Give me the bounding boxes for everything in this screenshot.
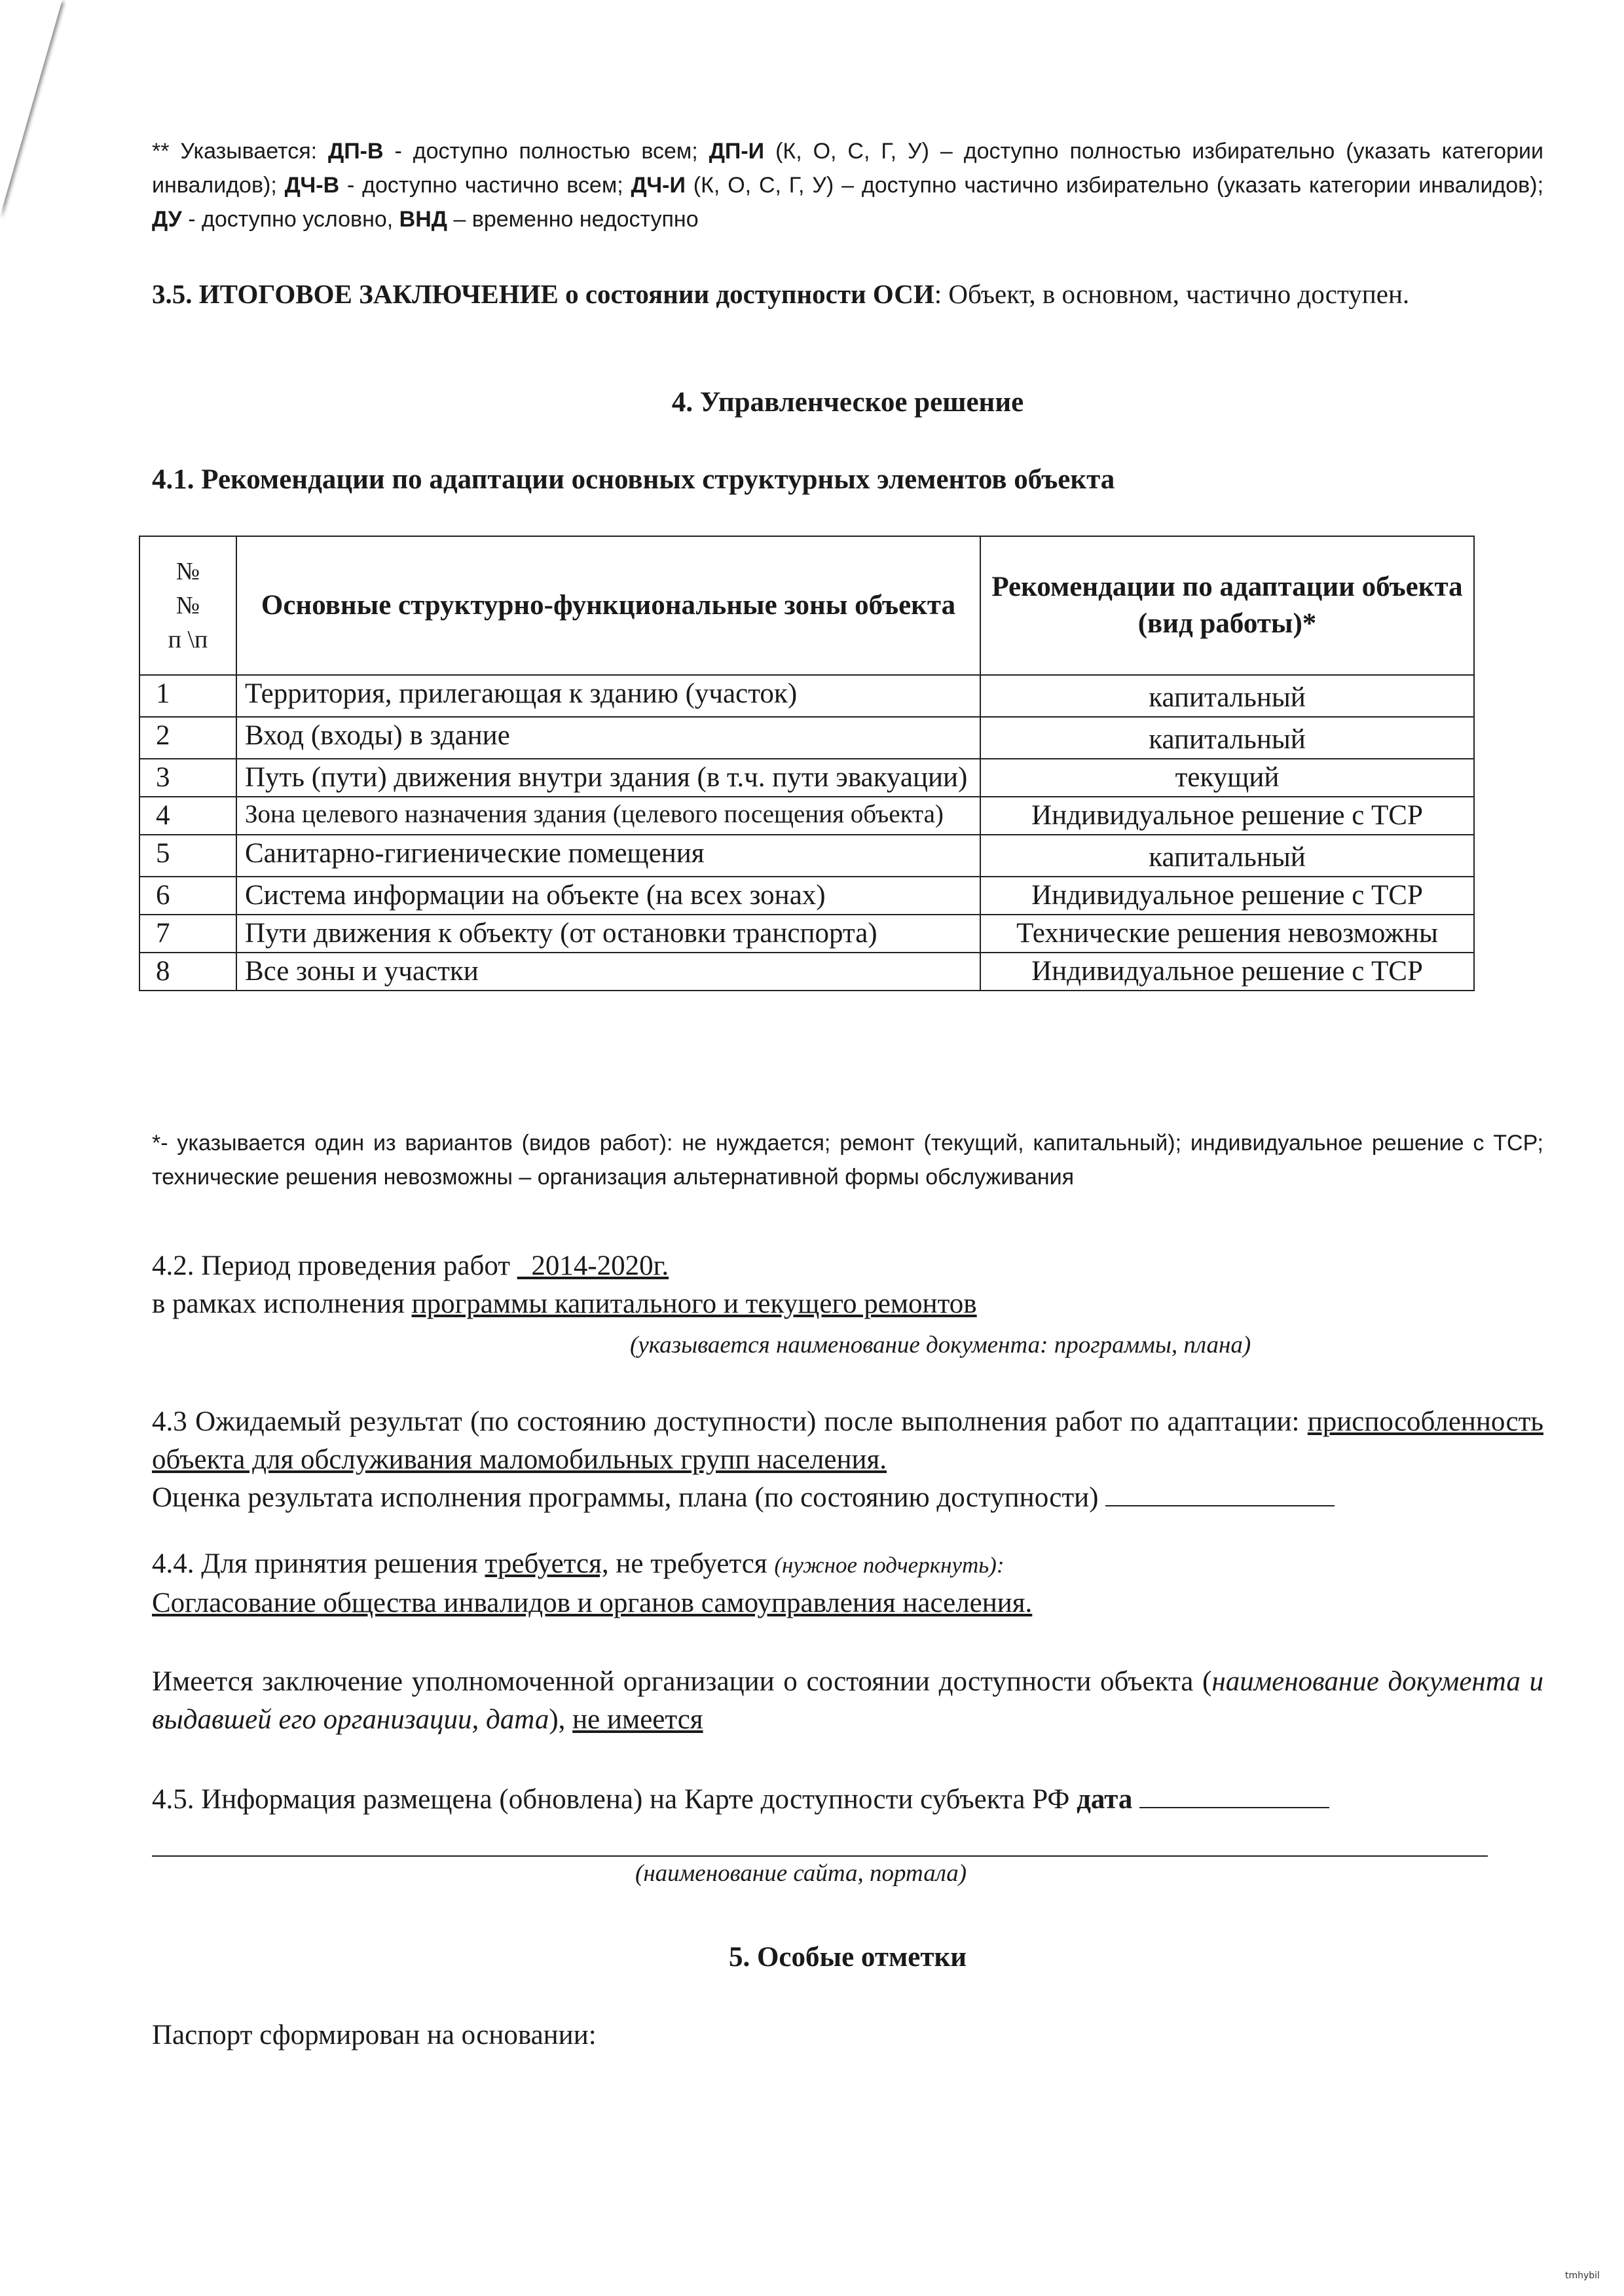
zone-cell: Вход (входы) в здание bbox=[236, 717, 980, 759]
recommendation-cell: капитальный bbox=[980, 675, 1474, 717]
recommendation-cell: Индивидуальное решение с ТСР bbox=[980, 953, 1474, 991]
date-blank bbox=[1139, 1807, 1329, 1808]
row-number: 6 bbox=[139, 877, 236, 915]
row-number: 4 bbox=[139, 797, 236, 835]
table-row bbox=[139, 759, 1474, 797]
table-row bbox=[139, 877, 1474, 915]
required-option: требуется, bbox=[485, 1548, 609, 1579]
authority-conclusion: Имеется заключение уполномоченной организации о состоянии доступности объекта (наименование документа и выдавшей его организации, дата), не имеется bbox=[152, 1666, 1543, 1735]
recommendation-cell: Индивидуальное решение с ТСР bbox=[980, 797, 1474, 835]
row-number: 1 bbox=[139, 675, 236, 717]
table-footnote: *- указывается один из вариантов (видов работ): не нуждается; ремонт (текущий, капитальный); индивидуальное решение с ТСР; технические решения невозможны – организация альтернативной формы обслуживания bbox=[152, 1131, 1543, 1190]
recommendations-table bbox=[139, 536, 1475, 991]
program-caption: (указывается наименование документа: программы, плана) bbox=[630, 1332, 1251, 1358]
passport-basis: Паспорт сформирован на основании: bbox=[152, 2020, 597, 2050]
row-number: 5 bbox=[139, 835, 236, 877]
zone-cell: Зона целевого назначения здания (целевого посещения объекта) bbox=[236, 797, 980, 835]
recommendation-cell: Технические решения невозможны bbox=[980, 915, 1474, 953]
zone-cell: Система информации на объекте (на всех зонах) bbox=[236, 877, 980, 915]
row-number: 3 bbox=[139, 759, 236, 797]
header-zones: Основные структурно-функциональные зоны объекта bbox=[236, 536, 980, 675]
zone-cell: Территория, прилегающая к зданию (участок) bbox=[236, 675, 980, 717]
accessibility-legend: ** Указывается: ДП-В - доступно полностью всем; ДП-И (К, О, С, Г, У) – доступно полностью избирательно (указать категории инвалидов); ДЧ-В - доступно частично всем; ДЧ-И (К, О, С, Г, У) – доступно частично избирательно (указать категории инвалидов); ДУ - доступно условно, ВНД – временно недоступно bbox=[152, 139, 1544, 232]
program-name-value: программы капитального и текущего ремонтов bbox=[411, 1288, 977, 1319]
section-4-1-title: 4.1. Рекомендации по адаптации основных структурных элементов объекта bbox=[152, 464, 1115, 495]
header-recommendations: Рекомендации по адаптации объекта (вид работы)* bbox=[980, 536, 1474, 675]
section-4-4: 4.4. Для принятия решения требуется, не требуется (нужное подчеркнуть): Согласование общества инвалидов и органов самоуправления населения. bbox=[152, 1545, 1543, 1622]
page-fold-corner bbox=[0, 0, 62, 216]
recommendation-cell: текущий bbox=[980, 759, 1474, 797]
work-period-value: _2014-2020г. bbox=[517, 1250, 669, 1281]
zone-cell: Санитарно-гигиенические помещения bbox=[236, 835, 980, 877]
table-row bbox=[139, 675, 1474, 717]
evaluation-blank bbox=[1105, 1505, 1335, 1506]
zone-cell: Путь (пути) движения внутри здания (в т.ч. пути эвакуации) bbox=[236, 759, 980, 797]
section-4-title: 4. Управленческое решение bbox=[671, 387, 1024, 418]
table-row bbox=[139, 915, 1474, 953]
section-4-2: 4.2. Период проведения работ _2014-2020г. в рамках исполнения программы капитального и текущего ремонтов bbox=[152, 1250, 977, 1319]
table-row bbox=[139, 797, 1474, 835]
recommendation-cell: капитальный bbox=[980, 835, 1474, 877]
row-number: 7 bbox=[139, 915, 236, 953]
zone-cell: Пути движения к объекту (от остановки транспорта) bbox=[236, 915, 980, 953]
row-number: 8 bbox=[139, 953, 236, 991]
conclusion-value: не имеется bbox=[572, 1704, 703, 1735]
table-row bbox=[139, 953, 1474, 991]
row-number: 2 bbox=[139, 717, 236, 759]
table-row bbox=[139, 717, 1474, 759]
section-4-3: 4.3 Ожидаемый результат (по состоянию доступности) после выполнения работ по адаптации: приспособленность объекта для обслуживания маломобильных групп населения. Оценка результата исполнения программы, плана (по состоянию доступности) bbox=[152, 1406, 1543, 1513]
final-conclusion: 3.5. ИТОГОВОЕ ЗАКЛЮЧЕНИЕ о состоянии доступности ОСИ: Объект, в основном, частично доступен. bbox=[152, 279, 1410, 309]
site-caption: (наименование сайта, портала) bbox=[635, 1860, 967, 1887]
table-row bbox=[139, 835, 1474, 877]
zone-cell: Все зоны и участки bbox=[236, 953, 980, 991]
section-5-title: 5. Особые отметки bbox=[728, 1942, 967, 1973]
recommendation-cell: Индивидуальное решение с ТСР bbox=[980, 877, 1474, 915]
site-name-line bbox=[152, 1855, 1488, 1857]
site-watermark: tmhybil bbox=[1565, 2270, 1600, 2281]
table-header-row bbox=[139, 536, 1474, 675]
decision-value: Согласование общества инвалидов и органов самоуправления населения. bbox=[152, 1588, 1033, 1618]
header-number: № № п \п bbox=[139, 536, 236, 675]
expected-result-value: приспособленность объекта для обслуживания маломобильных групп населения. bbox=[152, 1406, 1543, 1475]
section-4-5: 4.5. Информация размещена (обновлена) на Карте доступности субъекта РФ дата bbox=[152, 1781, 1543, 1819]
recommendation-cell: капитальный bbox=[980, 717, 1474, 759]
